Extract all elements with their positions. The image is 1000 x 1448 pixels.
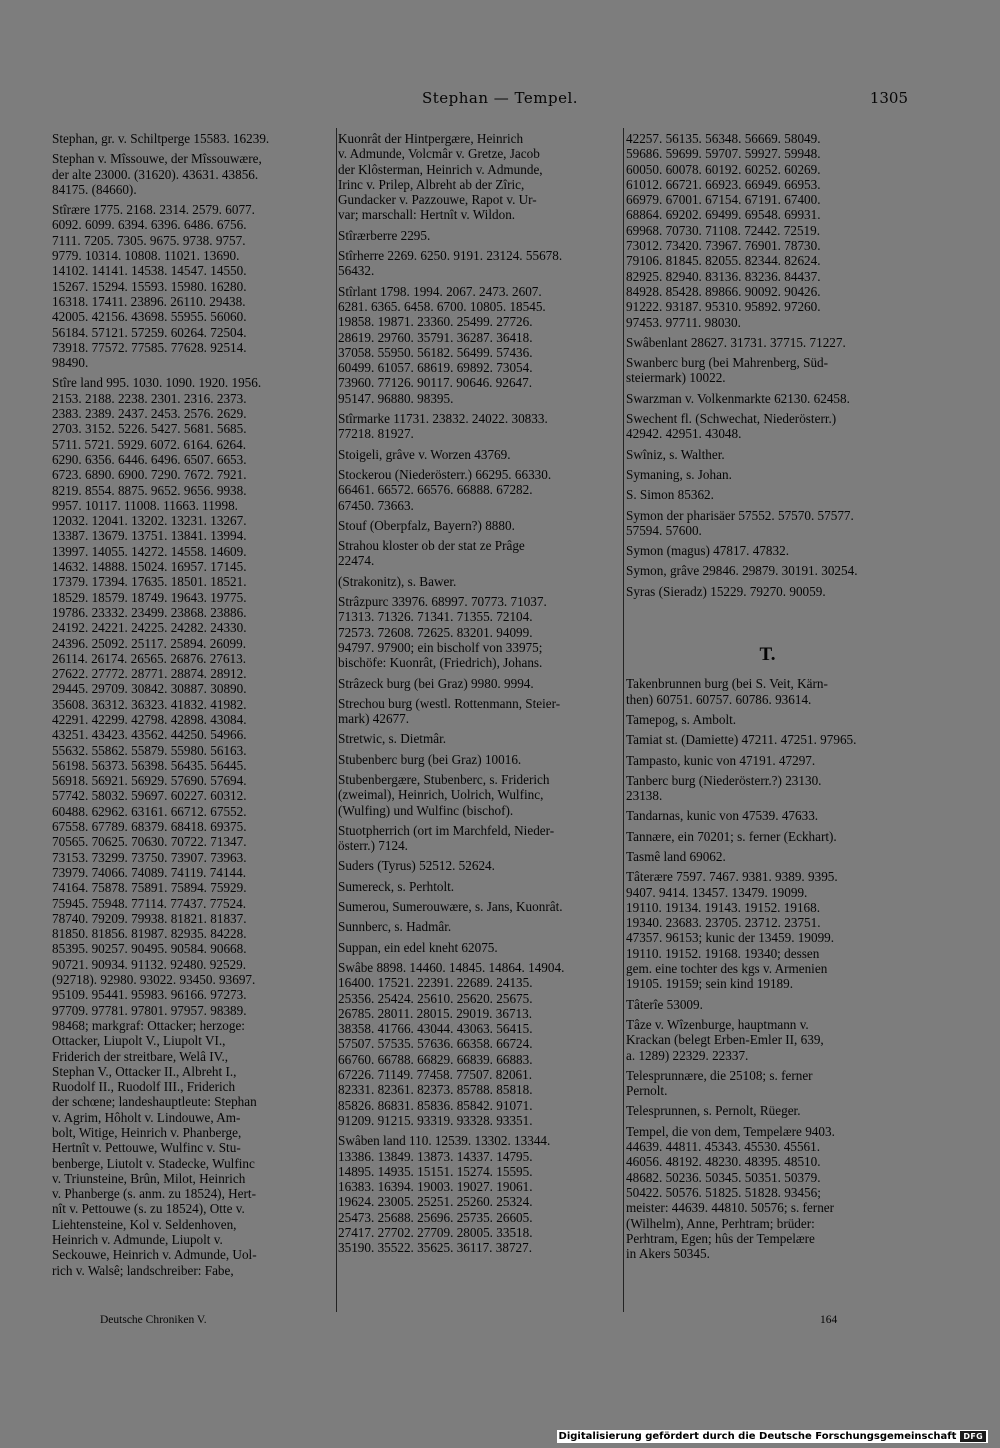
entry-line: der alte 23000. (31620). 43631. 43856. — [52, 166, 259, 182]
index-entry — [338, 594, 621, 670]
entry-line: var; marschall: Hertnît v. Wildon. — [338, 207, 516, 223]
entry-line: bischöfe: Kuonrât, (Friedrich), Johans. — [338, 655, 543, 671]
index-entry — [338, 467, 621, 513]
entry-line: 2703. 3152. 5226. 5427. 5681. 5685. — [52, 421, 247, 437]
entry-line: 14102. 14141. 14538. 14547. 14550. — [52, 263, 247, 279]
entry-line: Stîre land 995. 1030. 1090. 1920. 1956. — [52, 375, 262, 391]
entry-line: 22474. — [338, 553, 375, 569]
entry-line: Symon, grâve 29846. 29879. 30191. 30254. — [626, 563, 858, 579]
entry-line: 73960. 77126. 90117. 90646. 92647. — [338, 375, 533, 391]
entry-line: (Wilhelm), Anne, Perhtram; brüder: — [626, 1215, 815, 1231]
entry-line: 82331. 82361. 82373. 85788. 85818. — [338, 1082, 533, 1098]
index-entry — [626, 808, 909, 823]
entry-line: Syras (Sieradz) 15229. 79270. 90059. — [626, 583, 826, 599]
entry-line: 73918. 77572. 77585. 77628. 92514. — [52, 339, 247, 355]
entry-line: 82925. 82940. 83136. 83236. 84437. — [626, 268, 821, 284]
entry-line: 29445. 29709. 30842. 30887. 30890. — [52, 681, 247, 697]
entry-line: Stîrmarke 11731. 23832. 24022. 30833. — [338, 411, 548, 427]
entry-line: 26785. 28011. 28015. 29019. 36713. — [338, 1005, 533, 1021]
entry-line: in Akers 50345. — [626, 1246, 710, 1262]
index-entry — [338, 772, 621, 818]
index-entry — [626, 849, 909, 864]
entry-line: 19340. 23683. 23705. 23712. 23751. — [626, 915, 821, 931]
entry-line: 48682. 50236. 50345. 50351. 50379. — [626, 1169, 821, 1185]
entry-line: Krackan (belegt Erben-Emler II, 639, — [626, 1032, 824, 1048]
entry-line: (92718). 92980. 93022. 93450. 93697. — [52, 972, 256, 988]
index-entry — [626, 869, 909, 991]
entry-line: Stîrlant 1798. 1994. 2067. 2473. 2607. — [338, 283, 542, 299]
entry-line: steiermark) 10022. — [626, 370, 726, 386]
entry-line: 17379. 17394. 17635. 18501. 18521. — [52, 574, 247, 590]
entry-line: bolt, Witige, Heinrich v. Phanberge, — [52, 1125, 242, 1140]
entry-line: Swarzman v. Volkenmarkte 62130. 62458. — [626, 390, 850, 406]
page-number: 1305 — [869, 89, 908, 107]
entry-line: Stephan, gr. v. Schiltperge 15583. 16239. — [52, 131, 270, 146]
index-entry — [52, 151, 334, 197]
entry-line: 8219. 8554. 8875. 9652. 9656. 9938. — [52, 482, 247, 498]
entry-line: 75945. 75948. 77114. 77437. 77524. — [52, 895, 247, 911]
index-column-2 — [338, 131, 621, 1261]
index-entry — [338, 919, 621, 934]
entry-line: (Wulfing) und Wulfinc (bischof). — [338, 802, 514, 818]
entry-line: 69968. 70730. 71108. 72442. 72519. — [626, 222, 821, 238]
entry-line: 97453. 97711. 98030. — [626, 314, 741, 330]
entry-line: 19624. 23005. 25251. 25260. 25324. — [338, 1194, 533, 1210]
entry-line: 16400. 17521. 22391. 22689. 24135. — [338, 975, 533, 991]
entry-line: Stîrærberre 2295. — [338, 227, 431, 243]
entry-line: 24396. 25092. 25117. 25894. 26099. — [52, 635, 247, 651]
entry-line: Stockerou (Niederösterr.) 66295. 66330. — [338, 466, 552, 482]
entry-line: 60488. 62962. 63161. 66712. 67552. — [52, 803, 247, 819]
entry-line: Gundacker v. Pazzouwe, Rapot v. Ur- — [338, 192, 537, 208]
entry-line: 85826. 86831. 85836. 85842. 91071. — [338, 1097, 533, 1113]
entry-line: Ruodolf II., Ruodolf III., Friderich — [52, 1079, 236, 1095]
entry-line: v. Triunsteine, Brûn, Milot, Heinrich — [52, 1170, 246, 1186]
entry-line: 98468; markgraf: Ottacker; herzoge: — [52, 1017, 245, 1033]
entry-line: 57742. 58032. 59697. 60227. 60312. — [52, 788, 247, 804]
entry-line: 18529. 18579. 18749. 19643. 19775. — [52, 589, 247, 605]
entry-line: Tâze v. Wîzenburge, hauptmann v. — [626, 1016, 809, 1032]
entry-line: 60050. 60078. 60192. 60252. 60269. — [626, 161, 821, 177]
entry-line: Irinc v. Prilep, Albreht ab der Zîric, — [338, 176, 525, 192]
entry-line: Tâterære 7597. 7467. 9381. 9389. 9395. — [626, 869, 838, 885]
index-entry — [338, 518, 621, 533]
index-entry — [626, 335, 909, 350]
entry-line: 56184. 57121. 57259. 60264. 72504. — [52, 324, 247, 340]
index-entry — [626, 584, 909, 599]
entry-line: Stubenberc burg (bei Graz) 10016. — [338, 751, 522, 767]
entry-line: 2383. 2389. 2437. 2453. 2576. 2629. — [52, 406, 247, 422]
entry-line: 70565. 70625. 70630. 70722. 71347. — [52, 834, 247, 850]
entry-line: 71313. 71326. 71341. 71355. 72104. — [338, 609, 533, 625]
entry-line: 66979. 67001. 67154. 67191. 67400. — [626, 192, 821, 208]
entry-line: 43251. 43423. 43562. 44250. 54966. — [52, 727, 247, 743]
entry-line: Tempel, die von dem, Tempelære 9403. — [626, 1123, 835, 1139]
entry-line: 35190. 35522. 35625. 36117. 38727. — [338, 1240, 533, 1256]
entry-line: 67450. 73663. — [338, 497, 414, 513]
index-entry — [338, 574, 621, 589]
entry-line: Perhtram, Egen; hûs der Tempelære — [626, 1230, 815, 1246]
index-entry — [338, 228, 621, 243]
index-entry — [338, 447, 621, 462]
entry-line: 56198. 56373. 56398. 56435. 56445. — [52, 757, 247, 773]
entry-line: 13386. 13849. 13873. 14337. 14795. — [338, 1148, 533, 1164]
entry-line: Takenbrunnen burg (bei S. Veit, Kärn- — [626, 676, 828, 692]
entry-line: 90721. 90934. 91132. 92480. 92529. — [52, 956, 247, 972]
index-entry — [52, 131, 334, 146]
entry-line: Stephan v. Mîssouwe, der Mîssouwære, — [52, 151, 262, 167]
entry-line: Suders (Tyrus) 52512. 52624. — [338, 858, 495, 874]
entry-line: a. 1289) 22329. 22337. — [626, 1047, 749, 1063]
entry-line: then) 60751. 60757. 60786. 93614. — [626, 691, 812, 707]
entry-line: Telesprunnære, die 25108; s. ferner — [626, 1067, 813, 1083]
entry-line: v. Phanberge (s. anm. zu 18524), Hert- — [52, 1186, 256, 1202]
entry-line: Seckouwe, Heinrich v. Admunde, Uol- — [52, 1247, 257, 1263]
column-divider — [623, 128, 624, 1312]
entry-line: Strâzpurc 33976. 68997. 70773. 71037. — [338, 594, 547, 610]
entry-line: 78740. 79209. 79938. 81821. 81837. — [52, 910, 247, 926]
entry-line: 19858. 19871. 23360. 25499. 27726. — [338, 314, 533, 330]
entry-line: Tamepog, s. Ambolt. — [626, 711, 737, 727]
entry-line: gem. eine tochter des kgs v. Armenien — [626, 961, 828, 977]
entry-line: 14632. 14888. 15024. 16957. 17145. — [52, 559, 247, 575]
entry-line: 14895. 14935. 15151. 15274. 15595. — [338, 1163, 533, 1179]
entry-line: 19110. 19134. 19143. 19152. 19168. — [626, 899, 821, 915]
index-entry — [626, 773, 909, 804]
entry-line: Swanberc burg (bei Mahrenberg, Süd- — [626, 355, 829, 371]
entry-line: 66461. 66572. 66576. 66888. 67282. — [338, 482, 533, 498]
index-column-1 — [52, 131, 334, 1283]
entry-line: 2153. 2188. 2238. 2301. 2316. 2373. — [52, 390, 247, 406]
entry-line: Friderich der streitbare, Welâ IV., — [52, 1048, 229, 1064]
entry-line: 66760. 66788. 66829. 66839. 66883. — [338, 1051, 533, 1067]
entry-line: Kuonrât der Hintpergære, Heinrich — [338, 131, 524, 146]
running-header: Stephan — Tempel. — [421, 89, 579, 107]
entry-line: 84175. (84660). — [52, 181, 137, 197]
entry-line: Swechent fl. (Schwechat, Niederösterr.) — [626, 411, 837, 427]
entry-line: (Strakonitz), s. Bawer. — [338, 573, 457, 589]
entry-line: 84928. 85428. 89866. 90092. 90426. — [626, 283, 821, 299]
entry-line: Tannære, ein 70201; s. ferner (Eckhart). — [626, 828, 837, 844]
entry-line: Swîniz, s. Walther. — [626, 446, 725, 462]
entry-line: Tasmê land 69062. — [626, 848, 726, 864]
index-entry — [626, 732, 909, 747]
footer-signature: 164 — [820, 1314, 838, 1326]
index-entry — [338, 676, 621, 691]
entry-line: nît v. Pettouwe (s. zu 18524), Otte v. — [52, 1201, 245, 1217]
entry-line: 25473. 25688. 25696. 25735. 26605. — [338, 1209, 533, 1225]
index-entry — [626, 1124, 909, 1262]
entry-line: 37058. 55950. 56182. 56499. 57436. — [338, 344, 533, 360]
entry-line: 61012. 66721. 66923. 66949. 66953. — [626, 176, 821, 192]
index-entry — [626, 391, 909, 406]
entry-line: 13997. 14055. 14272. 14558. 14609. — [52, 543, 247, 559]
entry-line: Swâben land 110. 12539. 13302. 13344. — [338, 1133, 551, 1149]
entry-line: 9957. 10117. 11008. 11663. 11998. — [52, 497, 238, 513]
entry-line: 16383. 16394. 19003. 19027. 19061. — [338, 1179, 533, 1195]
index-entry — [626, 543, 909, 558]
entry-line: 42291. 42299. 42798. 42898. 43084. — [52, 711, 247, 727]
index-entry — [626, 997, 909, 1012]
entry-line: 74164. 75878. 75891. 75894. 75929. — [52, 880, 247, 896]
entry-line: 47357. 96153; kunic der 13459. 19099. — [626, 930, 835, 946]
entry-line: Strahou kloster ob der stat ze Prâge — [338, 538, 525, 554]
entry-line: der schœne; landeshauptleute: Stephan — [52, 1094, 257, 1110]
digitization-note: Digitalisierung gefördert durch die Deutsche Forschungsgemeinschaft — [558, 1431, 957, 1442]
entry-line: 5711. 5721. 5929. 6072. 6164. 6264. — [52, 436, 247, 452]
dfg-logo: DFG — [960, 1431, 986, 1442]
entry-line: Stuotpherrich (ort im Marchfeld, Nieder- — [338, 822, 555, 838]
entry-line: Swâbenlant 28627. 31731. 37715. 71227. — [626, 334, 846, 350]
entry-line: 91209. 91215. 93319. 93328. 93351. — [338, 1112, 533, 1128]
entry-line: 81850. 81856. 81987. 82935. 84228. — [52, 926, 247, 942]
column-divider — [336, 128, 337, 1312]
index-entry — [338, 538, 621, 569]
entry-line: 44639. 44811. 45343. 45530. 45561. — [626, 1139, 821, 1155]
entry-line: v. Admunde, Volcmâr v. Gretze, Jacob — [338, 146, 540, 162]
entry-line: 57507. 57535. 57636. 66358. 66724. — [338, 1036, 533, 1052]
entry-line: Strâzeck burg (bei Graz) 9980. 9994. — [338, 675, 534, 691]
entry-line: Tâterîe 53009. — [626, 996, 703, 1012]
index-entry — [626, 487, 909, 502]
index-entry — [626, 411, 909, 442]
entry-line: 56918. 56921. 56929. 57690. 57694. — [52, 773, 247, 789]
entry-line: Symaning, s. Johan. — [626, 466, 732, 482]
index-entry — [626, 447, 909, 462]
entry-line: Stîrære 1775. 2168. 2314. 2579. 6077. — [52, 202, 255, 218]
entry-line: Hertnît v. Pettouwe, Wulfinc v. Stu- — [52, 1140, 241, 1156]
entry-line: 91222. 93187. 95310. 95892. 97260. — [626, 299, 821, 315]
index-entry — [626, 467, 909, 482]
index-entry — [626, 829, 909, 844]
entry-line: Tamiat st. (Damiette) 47211. 47251. 97965. — [626, 732, 857, 748]
entry-line: 85395. 90257. 90495. 90584. 90668. — [52, 941, 247, 957]
entry-line: Tampasto, kunic von 47191. 47297. — [626, 752, 816, 768]
entry-line: Heinrich v. Admunde, Liupolt v. — [52, 1232, 223, 1248]
index-entry — [338, 731, 621, 746]
entry-line: 73012. 73420. 73967. 76901. 78730. — [626, 238, 821, 254]
index-entry — [626, 712, 909, 727]
entry-line: 27417. 27702. 27709. 28005. 33518. — [338, 1225, 533, 1240]
entry-line: 55632. 55862. 55879. 55980. 56163. — [52, 742, 247, 758]
index-entry — [626, 355, 909, 386]
index-entry — [338, 823, 621, 854]
index-entry — [626, 563, 909, 578]
entry-line: Tandarnas, kunic von 47539. 47633. — [626, 808, 819, 824]
entry-line: Ottacker, Liupolt V., Liupolt VI., — [52, 1033, 226, 1049]
entry-line: Strechou burg (westl. Rottenmann, Steier- — [338, 695, 561, 711]
index-entry — [338, 940, 621, 955]
entry-line: rich v. Walsê; landschreiber: Fabe, — [52, 1262, 234, 1278]
entry-line: Symon der pharisäer 57552. 57570. 57577. — [626, 507, 854, 523]
entry-line: 23138. — [626, 788, 663, 804]
index-entry — [338, 284, 621, 406]
index-entry — [338, 858, 621, 873]
entry-line: Liehtensteine, Kol v. Seldenhoven, — [52, 1216, 237, 1232]
entry-line: 19786. 23332. 23499. 23868. 23886. — [52, 604, 247, 620]
entry-line: 50422. 50576. 51825. 51828. 93456; — [626, 1184, 821, 1200]
index-entry — [52, 202, 334, 370]
entry-line: Stephan V., Ottacker II., Albreht I., — [52, 1063, 237, 1079]
entry-line: 42005. 42156. 43698. 55955. 56060. — [52, 309, 247, 325]
entry-line: Stouf (Oberpfalz, Bayern?) 8880. — [338, 517, 515, 533]
entry-line: 42942. 42951. 43048. — [626, 426, 742, 442]
entry-line: Swâbe 8898. 14460. 14845. 14864. 14904. — [338, 959, 565, 975]
entry-line: 79106. 81845. 82055. 82344. 82624. — [626, 253, 821, 269]
entry-line: 19105. 19159; sein kind 19189. — [626, 976, 794, 992]
entry-line: 19110. 19152. 19168. 19340; dessen — [626, 945, 820, 961]
entry-line: Stubenbergære, Stubenberc, s. Friderich — [338, 771, 550, 787]
entry-line: Pernolt. — [626, 1083, 668, 1099]
entry-line: 46056. 48192. 48230. 48395. 48510. — [626, 1154, 821, 1170]
entry-line: 28619. 29760. 35791. 36287. 36418. — [338, 329, 533, 345]
entry-line: Suppan, ein edel kneht 62075. — [338, 939, 498, 955]
entry-line: 67558. 67789. 68379. 68418. 69375. — [52, 819, 247, 835]
entry-line: 57594. 57600. — [626, 522, 702, 538]
index-entry — [338, 899, 621, 914]
entry-line: 25356. 25424. 25610. 25620. 25675. — [338, 990, 533, 1006]
entry-line: 38358. 41766. 43044. 43063. 56415. — [338, 1021, 533, 1037]
index-entry — [338, 696, 621, 727]
index-entry — [338, 1133, 621, 1255]
entry-line: v. Agrim, Hôholt v. Lindouwe, Am- — [52, 1109, 241, 1125]
entry-line: 95109. 95441. 95983. 96166. 97273. — [52, 987, 247, 1003]
entry-line: 13387. 13679. 13751. 13841. 13994. — [52, 528, 247, 544]
entry-line: 16318. 17411. 23896. 26110. 29438. — [52, 293, 246, 309]
index-entry — [626, 1017, 909, 1063]
index-entry — [626, 753, 909, 768]
entry-line: österr.) 7124. — [338, 838, 408, 854]
entry-line: Sumerou, Sumerouwære, s. Jans, Kuonrât. — [338, 899, 563, 915]
entry-line: Stîrherre 2269. 6250. 9191. 23124. 55678. — [338, 248, 563, 264]
entry-line: 27622. 27772. 28771. 28874. 28912. — [52, 666, 247, 682]
entry-line: Stretwic, s. Dietmâr. — [338, 731, 447, 747]
index-column-3 — [626, 131, 909, 1266]
entry-line: (zweimal), Heinrich, Uolrich, Wulfinc, — [338, 787, 544, 803]
entry-line: 42257. 56135. 56348. 56669. 58049. — [626, 131, 821, 146]
digitization-banner — [557, 1430, 988, 1443]
index-entry — [626, 1103, 909, 1118]
entry-line: 35608. 36312. 36323. 41832. 41982. — [52, 696, 247, 712]
entry-line: 67226. 71149. 77458. 77507. 82061. — [338, 1067, 533, 1083]
entry-line: 12032. 12041. 13202. 13231. 13267. — [52, 513, 247, 529]
entry-line: 73979. 74066. 74089. 74119. 74144. — [52, 864, 247, 880]
entry-line: 6723. 6890. 6900. 7290. 7672. 7921. — [52, 467, 247, 483]
entry-line: Stoigeli, grâve v. Worzen 43769. — [338, 446, 511, 462]
index-entry — [626, 1068, 909, 1099]
entry-line: Symon (magus) 47817. 47832. — [626, 543, 790, 559]
entry-line: der Klôsterman, Heinrich v. Admunde, — [338, 161, 543, 177]
entry-line: 6092. 6099. 6394. 6396. 6486. 6756. — [52, 217, 247, 233]
entry-line: 6281. 6365. 6458. 6700. 10805. 18545. — [338, 298, 546, 314]
index-entry — [626, 508, 909, 539]
entry-line: 6290. 6356. 6446. 6496. 6507. 6653. — [52, 451, 247, 467]
index-entry — [626, 676, 909, 707]
entry-line: 56432. — [338, 263, 375, 279]
entry-line: 9407. 9414. 13457. 13479. 19099. — [626, 884, 808, 900]
section-letter: T. — [759, 644, 776, 666]
entry-line: 95147. 96880. 98395. — [338, 390, 454, 406]
entry-line: 9779. 10314. 10808. 11021. 13690. — [52, 248, 240, 264]
entry-line: S. Simon 85362. — [626, 487, 714, 503]
entry-line: 24192. 24221. 24225. 24282. 24330. — [52, 620, 247, 636]
index-entry — [338, 411, 621, 442]
entry-line: meister: 44639. 44810. 50576; s. ferner — [626, 1200, 835, 1216]
index-entry — [338, 879, 621, 894]
index-entry — [338, 131, 621, 223]
footer-series: Deutsche Chroniken V. — [100, 1314, 207, 1326]
index-entry — [626, 131, 909, 330]
entry-line: 7111. 7205. 7305. 9675. 9738. 9757. — [52, 232, 246, 248]
entry-line: 59686. 59699. 59707. 59927. 59948. — [626, 146, 821, 162]
entry-line: mark) 42677. — [338, 711, 410, 727]
entry-line: 60499. 61057. 68619. 69892. 73054. — [338, 360, 533, 376]
entry-line: 68864. 69202. 69499. 69548. 69931. — [626, 207, 821, 223]
entry-line: 73153. 73299. 73750. 73907. 73963. — [52, 849, 247, 865]
index-entry — [52, 375, 334, 1278]
index-entry — [338, 960, 621, 1128]
entry-line: 94797. 97900; ein bischolf von 33975; — [338, 639, 543, 655]
entry-line: Sunnberc, s. Hadmâr. — [338, 919, 452, 935]
entry-line: benberge, Liutolt v. Stadecke, Wulfinc — [52, 1155, 255, 1171]
index-entry — [338, 752, 621, 767]
entry-line: Sumereck, s. Perhtolt. — [338, 878, 455, 894]
entry-line: Tanberc burg (Niederösterr.?) 23130. — [626, 772, 822, 788]
entry-line: 15267. 15294. 15593. 15980. 16280. — [52, 278, 247, 294]
entry-line: 26114. 26174. 26565. 26876. 27613. — [52, 650, 247, 666]
entry-line: 97709. 97781. 97801. 97957. 98389. — [52, 1002, 247, 1018]
index-entry — [338, 248, 621, 279]
entry-line: Telesprunnen, s. Pernolt, Rüeger. — [626, 1103, 801, 1119]
entry-line: 77218. 81927. — [338, 426, 414, 442]
entry-line: 72573. 72608. 72625. 83201. 94099. — [338, 624, 533, 640]
entry-line: 98490. — [52, 355, 89, 371]
